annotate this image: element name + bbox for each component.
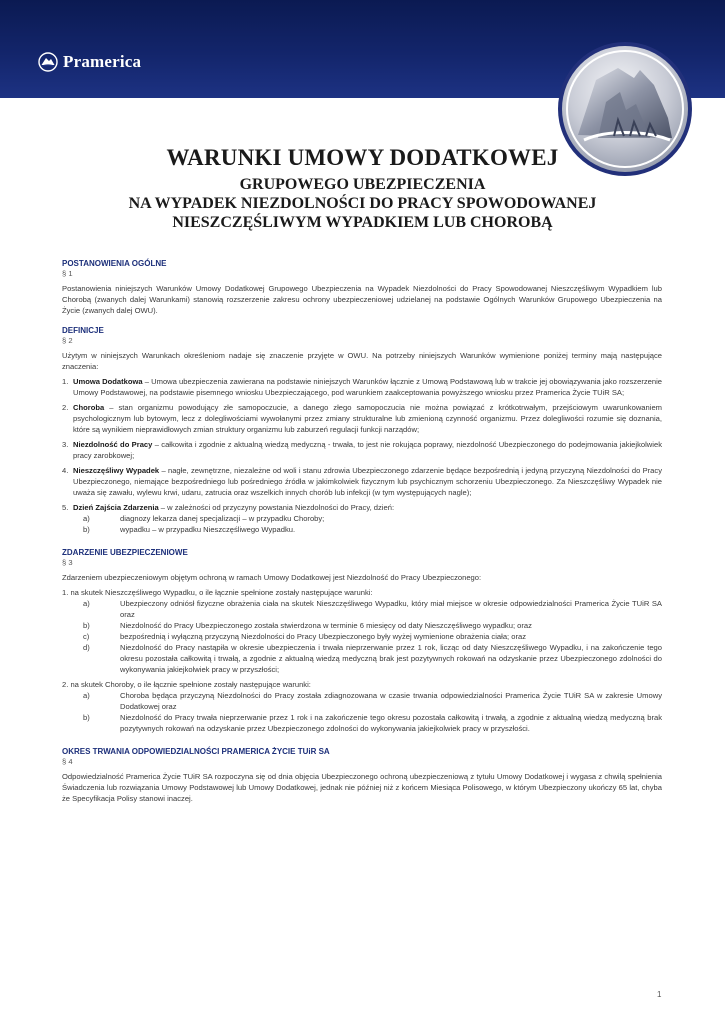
pramerica-logo xyxy=(38,52,141,72)
sub-item xyxy=(83,690,662,712)
sub-item xyxy=(83,598,662,620)
list-number: 5. xyxy=(62,503,69,512)
sub-item-text: Choroba będąca przyczyną Niezdolności do Pracy została zdiagnozowana w czasie trwania odpowiedzialności Pramerica Życie TUiR SA w zakresie Umowy Dodatkowej oraz xyxy=(120,691,662,711)
sub-item xyxy=(83,524,662,535)
condition-paragraph: 1. na skutek Nieszczęśliwego Wypadku, o ile łącznie spełnione zostały następujące warunki: xyxy=(62,588,373,597)
definition-text: – Umowa ubezpieczenia zawierana na podstawie niniejszych Warunków łącznie z Umową Podstawową lub w trakcie jej obowiązywania jako rozszerzenie Umowy Podstawowej, na podstawie pisemnego wniosku Ubezpieczającego, pod warunkiem zaakceptowania powyższego wniosku przez Pramerica Życie TUiR SA; xyxy=(73,377,663,397)
sub-item-letter: a) xyxy=(83,599,90,608)
sub-item-text: Niezdolność do Pracy Ubezpieczonego została stwierdzona w terminie 6 miesięcy od daty Nieszczęśliwego wypadku; oraz xyxy=(120,621,532,630)
section-paragraph: Zdarzeniem ubezpieczeniowym objętym ochroną w ramach Umowy Dodatkowej jest Niezdolność do Pracy Ubezpieczonego: xyxy=(62,573,482,582)
page-number: 1 xyxy=(657,990,662,999)
sub-item-text: wypadku – w przypadku Nieszczęśliwego Wypadku. xyxy=(120,525,296,534)
sub-item-letter: b) xyxy=(83,621,90,630)
definition-text: – w zależności od przyczyny powstania Niezdolności do Pracy, dzień: xyxy=(158,503,395,512)
condition-paragraph: 2. na skutek Choroby, o ile łącznie spełnione zostały następujące warunki: xyxy=(62,680,311,689)
sub-item-letter: a) xyxy=(83,691,90,700)
sub-item xyxy=(83,712,662,734)
section-number: § 3 xyxy=(62,558,73,567)
definition-text: – całkowita i zgodnie z aktualną wiedzą medyczną - trwała, to jest nie rokująca poprawy, niezdolność Ubezpieczonego do podejmowania jakiejkolwiek pracy zarobkowej; xyxy=(73,440,662,460)
document-title: WARUNKI UMOWY DODATKOWEJ xyxy=(166,145,559,170)
subtitle-line: NIESZCZĘŚLIWYM WYPADKIEM LUB CHOROBĄ xyxy=(172,214,553,231)
list-number: 4. xyxy=(62,466,69,475)
section-heading: DEFINICJE xyxy=(62,326,104,335)
definition-item xyxy=(62,502,662,513)
document-body xyxy=(62,251,662,804)
definition-item xyxy=(62,465,662,498)
definition-text: – nagłe, zewnętrzne, niezależne od woli i stanu zdrowia Ubezpieczonego zdarzenie będące bezpośrednią i jedyną przyczyną Niezdolności do Pracy Ubezpieczonego, niemające bezpośredniego lub pośredniego źródła w jakimkolwiek fizycznym lub psychicznym schorzeniu Ubezpieczonego. Za Nieszczęśliwy Wypadek nie uważa się zawału, wylewu krwi, udaru, zatrucia oraz wszelkich innych chorób lub infekcji (w tym występujących nagle); xyxy=(73,466,663,497)
definition-term: Choroba xyxy=(73,403,105,412)
section-number: § 4 xyxy=(62,757,73,766)
definition-term: Umowa Dodatkowa xyxy=(73,377,143,386)
list-number: 1. xyxy=(62,377,69,386)
sub-item-letter: d) xyxy=(83,643,90,652)
definition-term: Dzień Zajścia Zdarzenia xyxy=(73,503,159,512)
sub-item xyxy=(83,642,662,675)
section-paragraph: Odpowiedzialność Pramerica Życie TUiR SA rozpoczyna się od dnia objęcia Ubezpieczonego ochroną ubezpieczeniową z tytułu Umowy Dodatkowej i wygasa z chwilą spełnienia Świadczenia lub rozwiązania Umowy Podstawowej lub Umowy Dodatkowej, jednak nie później niż z końcem Miesiąca Polisowego, w którym Ubezpieczony ukończy 65 lat, chyba że Specyfikacja Polisy stanowi inaczej. xyxy=(62,772,662,803)
definition-item xyxy=(62,439,662,461)
definition-term: Niezdolność do Pracy xyxy=(73,440,153,449)
sub-item-text: Niezdolność do Pracy trwała nieprzerwanie przez 1 rok i na zakończenie tego okresu pozostała całkowitą i trwałą, a zgodnie z aktualną wiedzą medyczną brak pozytywnych rokowań na odzyskanie przez Ubezpieczonego zdolności do wykonywania jakiejkolwiek pracy w przyszłości. xyxy=(120,713,662,733)
sub-item-letter: b) xyxy=(83,525,90,534)
section-heading: ZDARZENIE UBEZPIECZENIOWE xyxy=(62,548,188,557)
sub-item-letter: a) xyxy=(83,514,90,523)
section-paragraph: Użytym w niniejszych Warunkach określeniom nadaje się znaczenie przyjęte w OWU. Na potrzeby niniejszych Warunków wymienione poniżej terminy mają następujące znaczenia: xyxy=(62,351,662,371)
section-number: § 2 xyxy=(62,336,73,345)
sub-item-letter: b) xyxy=(83,713,90,722)
brand-name: Pramerica xyxy=(63,52,142,71)
sub-item-text: Ubezpieczony odniósł fizyczne obrażenia ciała na skutek Nieszczęśliwego Wypadku, który miał miejsce w okresie odpowiedzialności Pramerica Życie TUiR SA oraz xyxy=(120,599,662,619)
definition-text: – stan organizmu powodujący złe samopoczucie, a danego złego samopoczucia nie można powiązać z krótkotrwałym, przejściowym uwarunkowaniem psychologicznym lub bytowym, lecz z dolegliwościami wywołanymi przez zmiany strukturalne lub zmienioną czynność organizmu. Przez dolegliwości rozumie się doznania, które są wynikiem nieprawidłowych zmian struktury organizmu lub zaburzeń regulacji funkcji narządów; xyxy=(73,403,662,434)
sub-item-text: bezpośrednią i wyłączną przyczyną Niezdolności do Pracy Ubezpieczonego były wyżej wymienione obrażenia ciała; oraz xyxy=(120,632,527,641)
sub-item xyxy=(83,631,662,642)
document-subtitle xyxy=(0,175,725,232)
section-heading: POSTANOWIENIA OGÓLNE xyxy=(62,259,167,268)
subtitle-line: NA WYPADEK NIEZDOLNOŚCI DO PRACY SPOWODOWANEJ xyxy=(128,195,597,212)
list-number: 2. xyxy=(62,403,69,412)
rock-emblem-icon xyxy=(38,52,58,72)
sub-item xyxy=(83,513,662,524)
definition-item xyxy=(62,402,662,435)
section-heading: OKRES TRWANIA ODPOWIEDZIALNOŚCI PRAMERICA ŻYCIE TUiR SA xyxy=(62,747,330,756)
section-number: § 1 xyxy=(62,269,73,278)
list-number: 3. xyxy=(62,440,69,449)
sub-item-text: Niezdolność do Pracy nastąpiła w okresie ubezpieczenia i trwała nieprzerwanie przez 1 rok, licząc od daty Nieszczęśliwego Wypadku, i na zakończenie tego okresu pozostała całkowitą i trwałą, a zgodnie z aktualną wiedzą medyczną brak jest pozytywnych rokowań na odzyskanie przez Ubezpieczonego zdolności do wykonywania jakiejkolwiek pracy w przyszłości; xyxy=(120,643,662,674)
definition-item xyxy=(62,376,662,398)
sub-item-letter: c) xyxy=(83,632,90,641)
sub-item xyxy=(83,620,662,631)
subtitle-line: GRUPOWEGO UBEZPIECZENIA xyxy=(239,176,486,193)
section-paragraph: Postanowienia niniejszych Warunków Umowy Dodatkowej Grupowego Ubezpieczenia na Wypadek Niezdolności do Pracy Spowodowanej Nieszczęśliwym Wypadkiem lub Chorobą (zwanych dalej Warunkami) stanowią rozszerzenie zakresu ochrony ubezpieczeniowej udzielanej na podstawie Ogólnych Warunków Grupowego Ubezpieczenia na Życie (zwanych dalej OWU). xyxy=(62,284,662,315)
sub-item-text: diagnozy lekarza danej specjalizacji – w przypadku Choroby; xyxy=(120,514,325,523)
definition-term: Nieszczęśliwy Wypadek xyxy=(73,466,160,475)
